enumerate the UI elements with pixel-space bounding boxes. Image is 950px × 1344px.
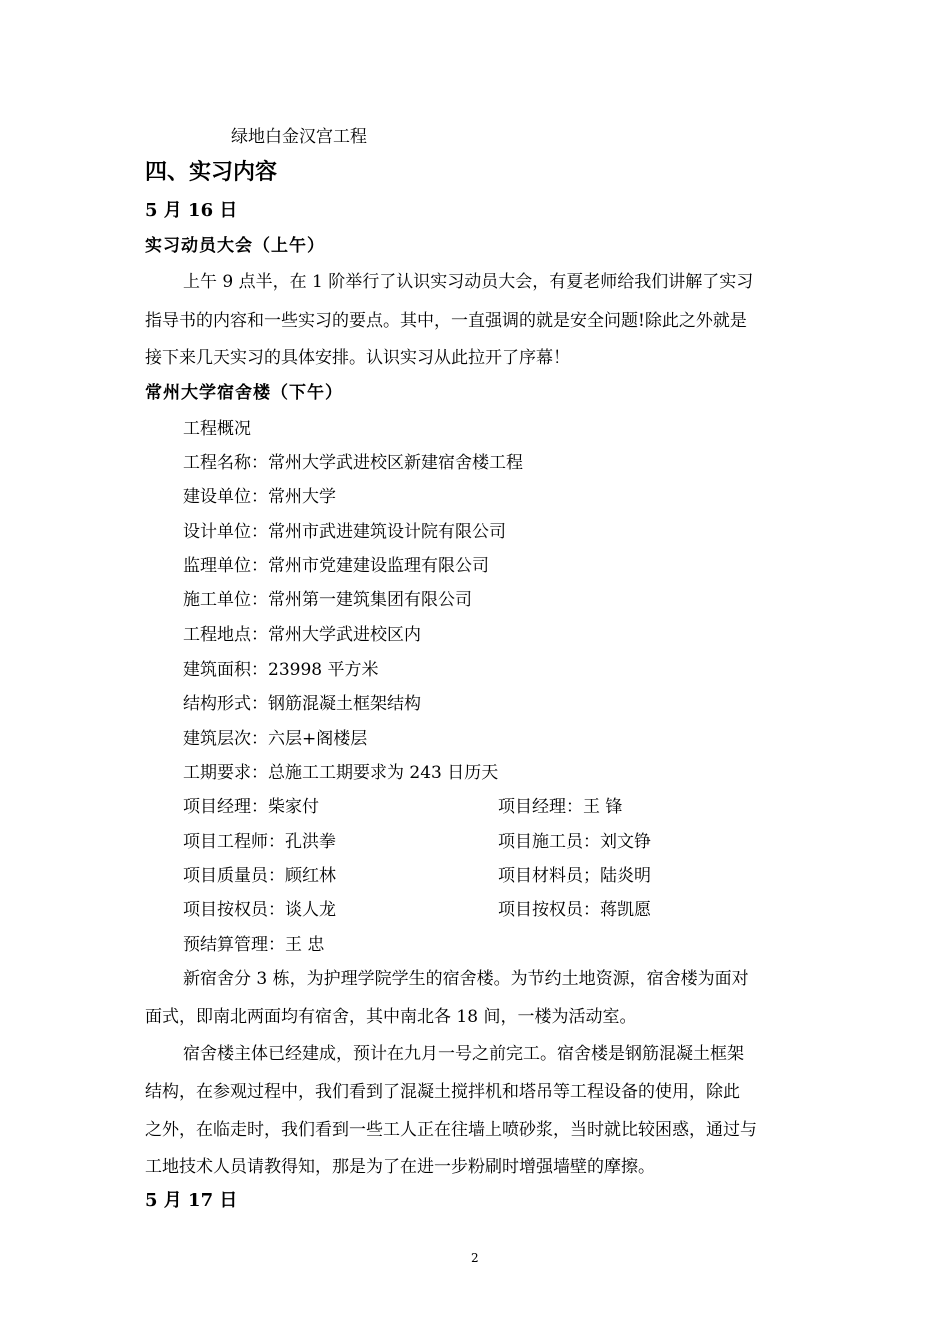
section-title: 四、实习内容 [145, 159, 278, 185]
project-name-line: 绿地白金汉宫工程 [231, 127, 367, 147]
staff-left-1: 项目经理：柴家付 [183, 797, 319, 817]
staff-right-1: 项目经理：王 锋 [498, 797, 623, 817]
fact-project-name: 工程名称：常州大学武进校区新建宿舍楼工程 [183, 453, 523, 473]
dorm-paragraph-line-1: 新宿舍分 3 栋，为护理学院学生的宿舍楼。为节约土地资源，宿舍楼为面对 [183, 969, 749, 989]
date-heading-may-17: 5 月 17 日 [145, 1190, 238, 1211]
page-number: 2 [471, 1251, 479, 1265]
staff-left-2: 项目工程师：孔洪拳 [183, 832, 336, 852]
staff-right-3: 项目材料员；陆炎明 [498, 866, 651, 886]
staff-left-4: 项目按权员：谈人龙 [183, 900, 336, 920]
morning-paragraph-line-3: 接下来几天实习的具体安排。认识实习从此拉开了序幕！ [145, 348, 570, 368]
dorm-paragraph-line-2: 面式，即南北两面均有宿舍，其中南北各 18 间，一楼为活动室。 [145, 1007, 637, 1027]
morning-paragraph-line-1: 上午 9 点半，在 1 阶举行了认识实习动员大会，有夏老师给我们讲解了实习 [183, 272, 754, 292]
staff-right-4: 项目按权员：蒋凯愿 [498, 900, 651, 920]
site-paragraph-line-4: 工地技术人员请教得知，那是为了在进一步粉刷时增强墙壁的摩擦。 [145, 1157, 655, 1177]
fact-storeys: 建筑层次：六层+阁楼层 [183, 729, 368, 749]
afternoon-subheading: 常州大学宿舍楼（下午） [145, 383, 343, 403]
staff-right-2: 项目施工员：刘文铮 [498, 832, 651, 852]
overview-label: 工程概况 [183, 419, 251, 439]
fact-location: 工程地点：常州大学武进校区内 [183, 625, 421, 645]
site-paragraph-line-1: 宿舍楼主体已经建成，预计在九月一号之前完工。宿舍楼是钢筋混凝土框架 [183, 1044, 744, 1064]
fact-structure: 结构形式：钢筋混凝土框架结构 [183, 694, 421, 714]
fact-contractor: 施工单位：常州第一建筑集团有限公司 [183, 590, 472, 610]
fact-owner: 建设单位：常州大学 [183, 487, 336, 507]
fact-supervisor: 监理单位：常州市党建建设监理有限公司 [183, 556, 489, 576]
site-paragraph-line-3: 之外，在临走时，我们看到一些工人正在往墙上喷砂浆，当时就比较困惑，通过与 [145, 1120, 757, 1140]
morning-subheading: 实习动员大会（上午） [145, 236, 325, 256]
morning-paragraph-line-2: 指导书的内容和一些实习的要点。其中，一直强调的就是安全问题!除此之外就是 [145, 311, 747, 331]
fact-schedule: 工期要求：总施工工期要求为 243 日历天 [183, 763, 499, 783]
fact-designer: 设计单位：常州市武进建筑设计院有限公司 [183, 522, 506, 542]
fact-floor-area: 建筑面积：23998 平方米 [183, 660, 379, 680]
date-heading-may-16: 5 月 16 日 [145, 200, 238, 221]
staff-left-3: 项目质量员：顾红林 [183, 866, 336, 886]
budget-manager: 预结算管理：王 忠 [183, 935, 325, 955]
site-paragraph-line-2: 结构，在参观过程中，我们看到了混凝土搅拌机和塔吊等工程设备的使用，除此 [145, 1082, 740, 1102]
